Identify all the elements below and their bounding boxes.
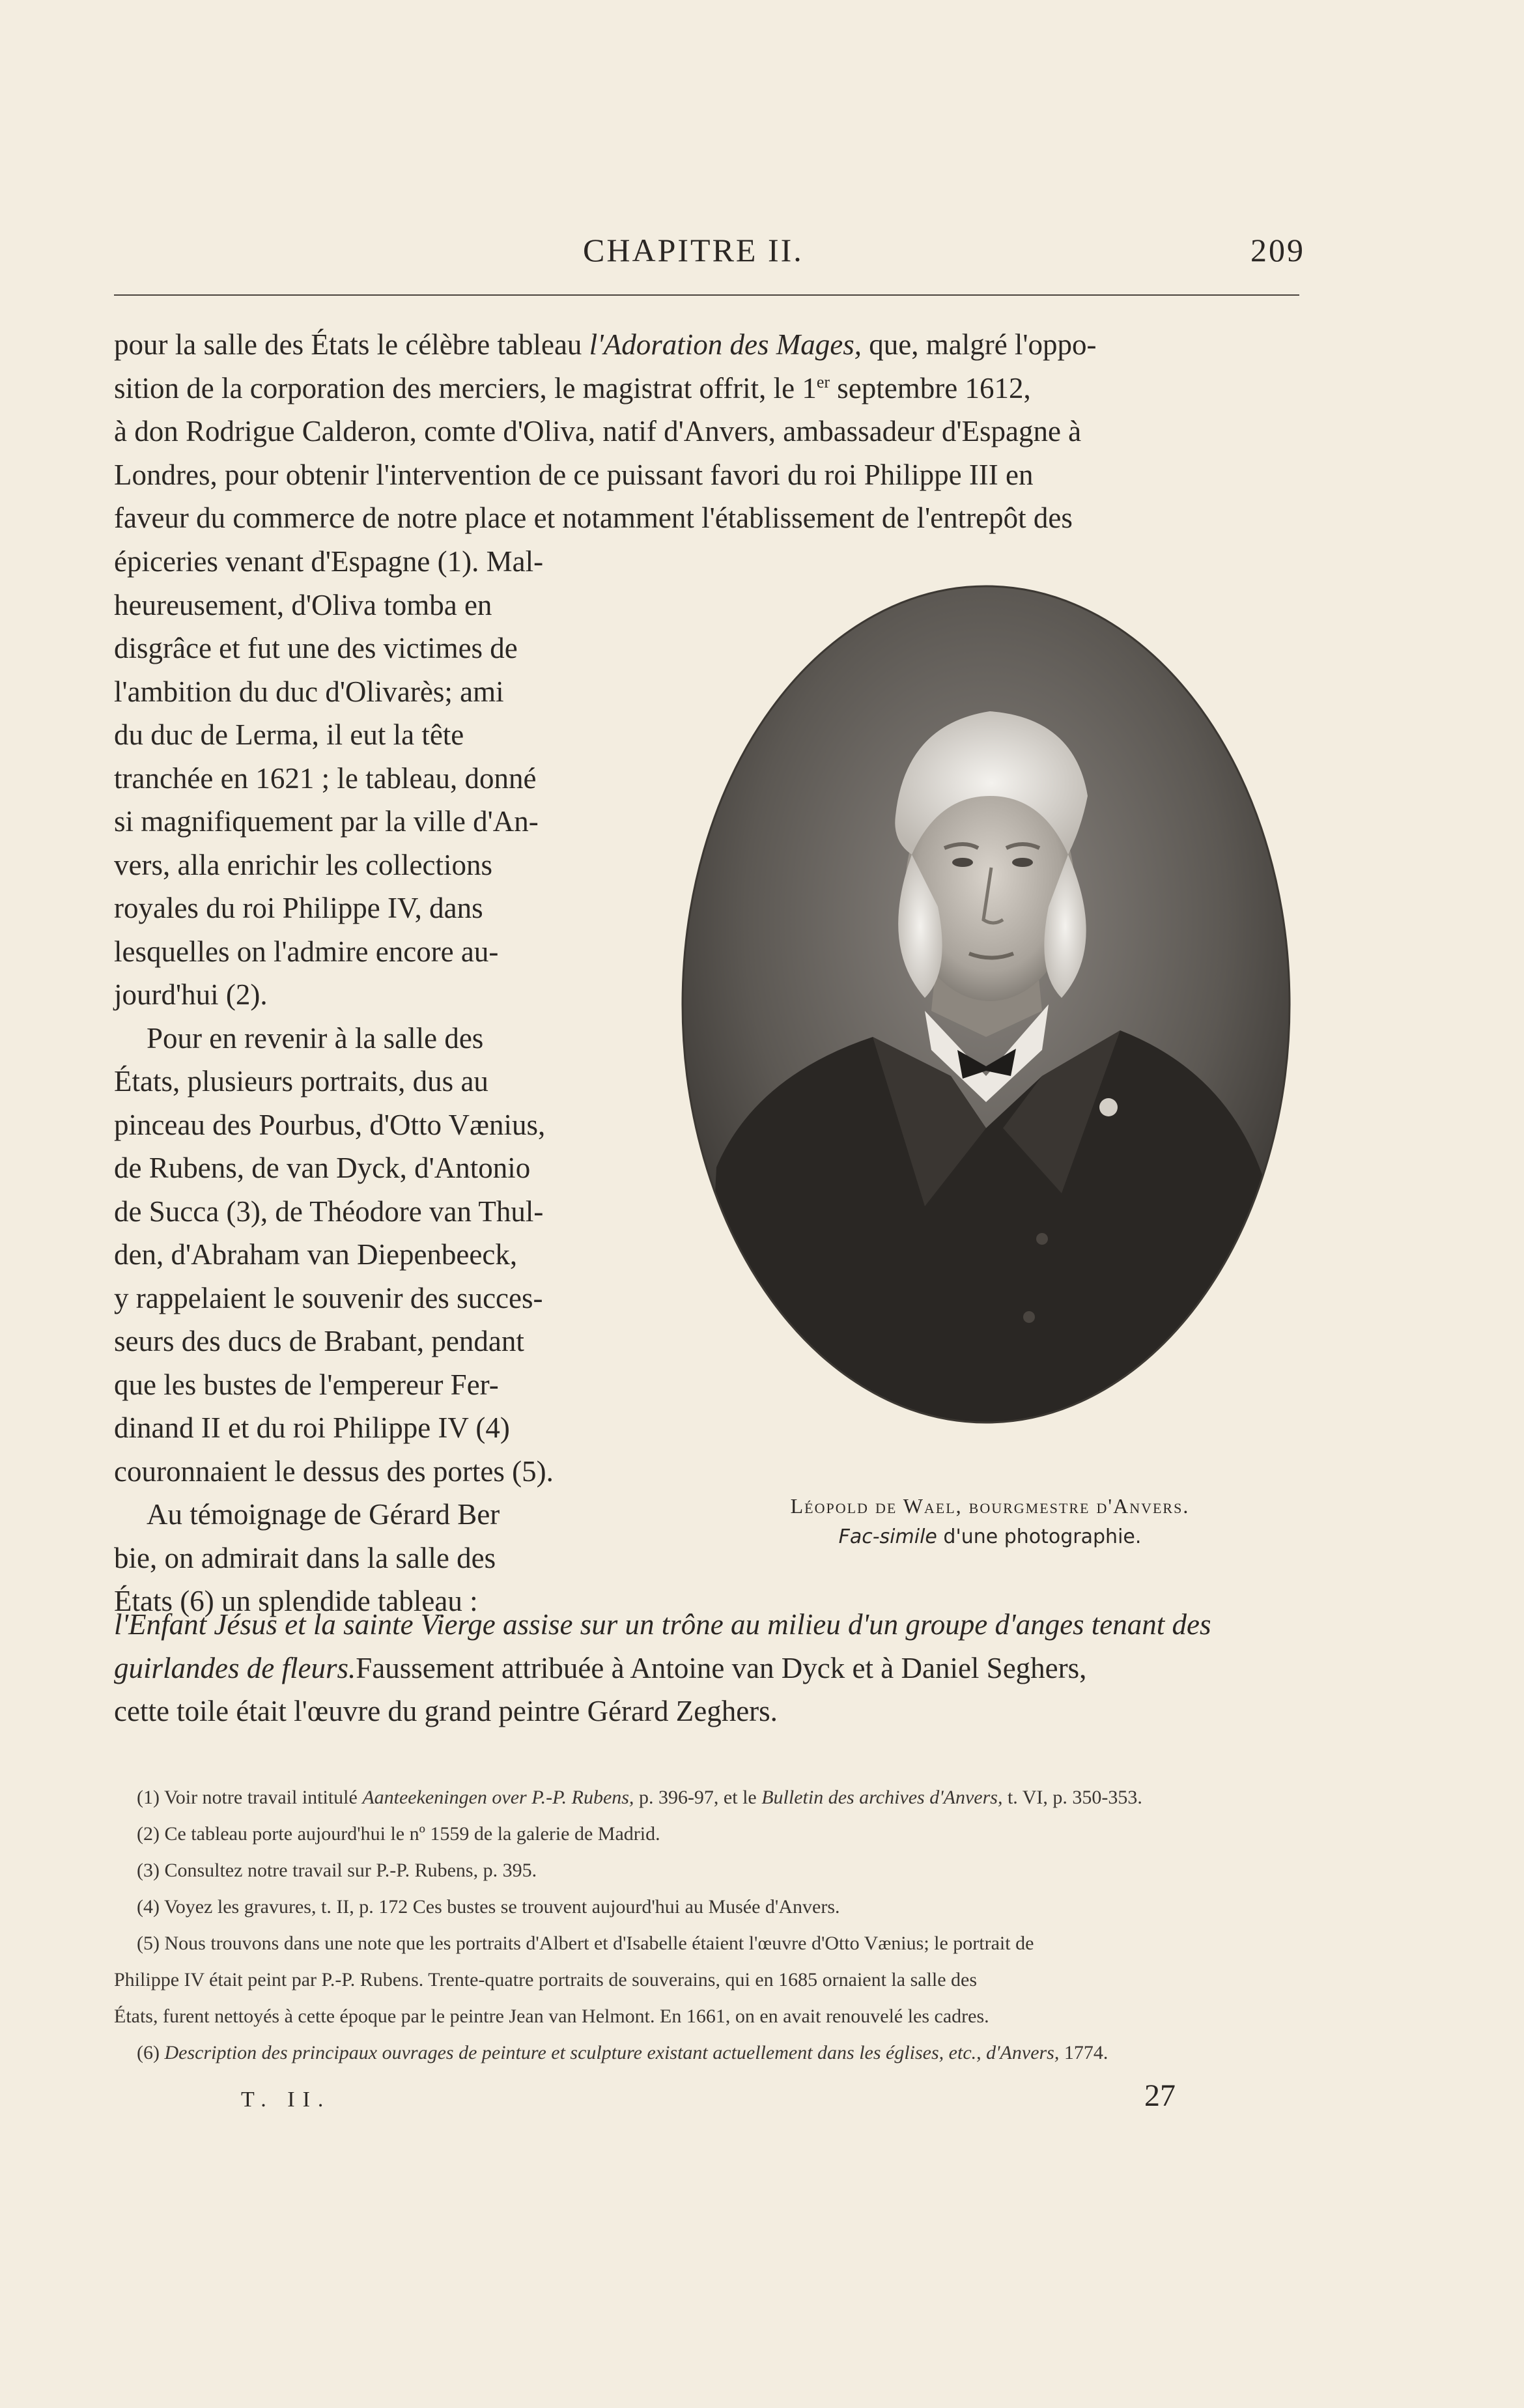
text-line: à don Rodrigue Calderon, comte d'Oliva, natif d'Anvers, ambassadeur d'Espagne à [114, 415, 1082, 447]
text-line: l'Enfant Jésus et la sainte Vierge assise sur un trône au milieu d'un groupe d'anges tenant des [114, 1608, 1211, 1641]
text-line: l'ambition du duc d'Olivarès; ami [114, 675, 504, 708]
text-line: que les bustes de l'empereur Fer- [114, 1368, 499, 1401]
text-line: cette toile était l'œuvre du grand peintre Gérard Zeghers. [114, 1695, 778, 1727]
text-line: jourd'hui (2). [114, 978, 268, 1011]
text-line: dinand II et du roi Philippe IV (4) [114, 1411, 510, 1444]
text-line: épiceries venant d'Espagne (1). Mal- [114, 545, 544, 578]
sheet-number: 27 [1144, 2078, 1176, 2113]
text-line: si magnifiquement par la ville d'An- [114, 805, 539, 838]
text-line: du duc de Lerma, il eut la tête [114, 718, 464, 751]
body-text-bottom [114, 1603, 1299, 1733]
text-line: guirlandes de fleurs. Faussement attribuée à Antoine van Dyck et à Daniel Seghers, [114, 1651, 1087, 1684]
text-line: de Rubens, de van Dyck, d'Antonio [114, 1152, 531, 1184]
text-line: y rappelaient le souvenir des succes- [114, 1281, 543, 1314]
caption-title: Léopold de Wael, bourgmestre d'Anvers. [790, 1494, 1190, 1518]
chapter-title: CHAPITRE II. [583, 232, 804, 268]
text-line: heureusement, d'Oliva tomba en [114, 588, 492, 621]
volume-signature: T. II. [241, 2088, 332, 2112]
running-head [0, 231, 1524, 277]
body-text-side-column [114, 540, 617, 1623]
body-text-top [114, 323, 1299, 540]
text-line: couronnaient le dessus des portes (5). [114, 1454, 554, 1488]
footnote-1: (1) Voir notre travail intitulé Aanteekeningen over P.-P. Rubens, p. 396-97, et le Bulletin des archives d'Anvers, t. VI, p. 350-353. [137, 1787, 1142, 1808]
text-line: disgrâce et fut une des victimes de [114, 632, 518, 664]
portrait-photograph [677, 581, 1295, 1428]
text-line: États (6) un splendide tableau : [114, 1585, 478, 1617]
text-line: États, plusieurs portraits, dus au [114, 1065, 488, 1098]
footnote-5-line-2: Philippe IV était peint par P.-P. Rubens. Trente-quatre portraits de souverains, qui en 1685 ornaient la salle des [114, 1969, 978, 1990]
footnotes [114, 1779, 1299, 2071]
text-line: seurs des ducs de Brabant, pendant [114, 1325, 524, 1357]
footnote-5-line-1: (5) Nous trouvons dans une note que les portraits d'Albert et d'Isabelle étaient l'œuvre d'Otto Vænius; le portrait de [137, 1933, 1034, 1954]
footnote-2: (2) Ce tableau porte aujourd'hui le nº 1559 de la galerie de Madrid. [137, 1823, 660, 1845]
text-line: bie, on admirait dans la salle des [114, 1541, 496, 1574]
text-line: lesquelles on l'admire encore au- [114, 935, 499, 968]
page-number: 209 [1250, 232, 1305, 268]
text-line: royales du roi Philippe IV, dans [114, 892, 483, 924]
text-line: vers, alla enrichir les collections [114, 848, 493, 881]
footnote-6: (6) Description des principaux ouvrages de peinture et sculpture existant actuellement dans les églises, etc., d'Anvers, 1774. [137, 2042, 1108, 2063]
text-line: pour la salle des États le célèbre tableau l'Adoration des Mages, que, malgré l'oppo- [114, 328, 1097, 361]
text-line: Londres, pour obtenir l'intervention de ce puissant favori du roi Philippe III en [114, 458, 1034, 491]
text-line: sition de la corporation des merciers, le magistrat offrit, le 1er septembre 1612, [114, 371, 1031, 404]
portrait-caption [651, 1490, 1329, 1553]
text-line: tranchée en 1621 ; le tableau, donné [114, 761, 537, 795]
header-rule [114, 294, 1299, 296]
footnote-4: (4) Voyez les gravures, t. II, p. 172 Ces bustes se trouvent aujourd'hui au Musée d'Anvers. [137, 1896, 840, 1918]
text-line: faveur du commerce de notre place et notamment l'établissement de l'entrepôt des [114, 502, 1073, 534]
text-line: de Succa (3), de Théodore van Thul- [114, 1195, 544, 1228]
text-line: Au témoignage de Gérard Ber [147, 1498, 500, 1531]
text-line: Pour en revenir à la salle des [147, 1021, 484, 1055]
text-line: den, d'Abraham van Diepenbeeck, [114, 1238, 518, 1271]
text-line: pinceau des Pourbus, d'Otto Vænius, [114, 1108, 546, 1141]
footnote-5-line-3: États, furent nettoyés à cette époque par le peintre Jean van Helmont. En 1661, on en avait renouvelé les cadres. [114, 2005, 989, 2027]
caption-subtitle: Fac-simile d'une photographie. [838, 1525, 1142, 1548]
footnote-3: (3) Consultez notre travail sur P.-P. Rubens, p. 395. [137, 1860, 537, 1881]
